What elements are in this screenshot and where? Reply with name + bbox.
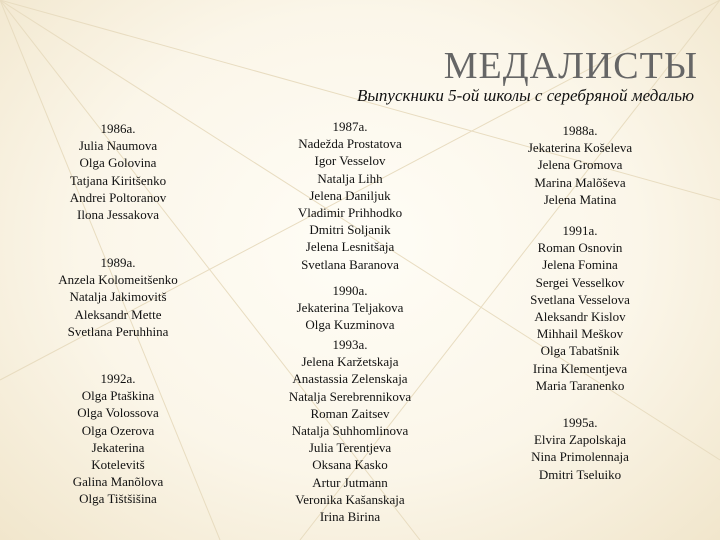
medalist-name: Kotelevitš <box>91 457 145 473</box>
slide-title: МЕДАЛИСТЫ <box>443 45 698 87</box>
medalist-name: Olga Golovina <box>79 155 157 171</box>
medalist-name: Andrei Poltoranov <box>69 189 167 205</box>
medalist-name: Oksana Kasko <box>312 457 388 473</box>
medalist-name: Veronika Kašanskaja <box>295 491 405 507</box>
medalist-name: Artur Jutmann <box>312 474 388 490</box>
medalist-name: Natalja Jakimovitš <box>69 289 167 305</box>
group-1990 <box>250 282 450 334</box>
medalist-name: Roman Zaitsev <box>310 405 390 421</box>
medalist-name: Ilona Jessakova <box>77 207 159 223</box>
group-1987 <box>250 118 450 273</box>
group-year: 1990a. <box>332 283 368 298</box>
medalist-name: Jekaterina Teljakova <box>296 300 404 316</box>
medalist-name: Irina Birina <box>319 509 381 525</box>
medalist-name: Aleksandr Mette <box>74 306 162 322</box>
medalist-name: Natalja Lihh <box>317 170 383 186</box>
group-year: 1991a. <box>562 223 598 238</box>
group-year: 1992a. <box>100 371 136 386</box>
medalist-name: Aleksandr Kislov <box>534 309 626 325</box>
medalist-name: Marina Malõševa <box>534 174 626 190</box>
group-year: 1995a. <box>562 415 598 430</box>
medalist-name: Svetlana Peruhhina <box>67 323 169 339</box>
medalist-name: Svetlana Vesselova <box>530 291 630 307</box>
group-1995 <box>480 414 680 483</box>
medalist-name: Nina Primolennaja <box>531 449 629 465</box>
medalist-name: Natalja Suhhomlinova <box>291 423 409 439</box>
group-1988 <box>480 122 680 208</box>
medalist-name: Irina Klementjeva <box>532 360 628 376</box>
medalist-name: Jelena Gromova <box>537 157 623 173</box>
medalist-name: Julia Naumova <box>78 138 158 154</box>
group-1992 <box>18 370 218 508</box>
group-year: 1987a. <box>332 119 368 134</box>
medalist-name: Anastassia Zelenskaja <box>292 371 408 387</box>
group-1989 <box>18 254 218 340</box>
medalist-name: Jelena Daniljuk <box>309 187 391 203</box>
group-year: 1993a. <box>332 337 368 352</box>
slide-subtitle: Выпускники 5-ой школы с серебряной медалью <box>357 86 694 105</box>
medalist-name: Olga Kuzminova <box>305 317 395 333</box>
group-year: 1988a. <box>562 123 598 138</box>
medalist-name: Natalja Serebrennikova <box>288 388 412 404</box>
medalist-name: Olga Tabatšnik <box>540 343 620 359</box>
medalist-name: Mihhail Meškov <box>536 326 624 342</box>
medalist-name: Vladimir Prihhodko <box>297 205 403 221</box>
medalist-name: Tatjana Kiritšenko <box>69 172 167 188</box>
medalist-name: Elvira Zapolskaja <box>533 432 627 448</box>
group-year: 1989a. <box>100 255 136 270</box>
medalist-name: Roman Osnovin <box>537 240 623 256</box>
medalist-name: Julia Terentjeva <box>308 440 392 456</box>
medalist-name: Igor Vesselov <box>314 153 386 169</box>
medalist-name: Olga Volossova <box>77 405 159 421</box>
medalist-name: Jelena Lesnitšaja <box>305 239 395 255</box>
medalist-name: Jelena Matina <box>543 191 617 207</box>
medalist-name: Dmitri Soljanik <box>309 222 391 238</box>
group-1986 <box>18 120 218 223</box>
medalist-name: Jekaterina <box>91 439 145 455</box>
group-year: 1986a. <box>100 121 136 136</box>
group-1991 <box>480 222 680 394</box>
medalist-name: Anzela Kolomeitšenko <box>58 272 178 288</box>
medalist-name: Dmitri Tseluiko <box>538 466 622 482</box>
medalist-name: Svetlana Baranova <box>301 256 399 272</box>
medalist-name: Olga Ozerova <box>81 422 155 438</box>
group-1993 <box>250 336 450 525</box>
medalist-name: Galina Manõlova <box>72 474 164 490</box>
medalist-name: Maria Taranenko <box>535 377 625 393</box>
medalist-name: Jekaterina Košeleva <box>527 140 633 156</box>
medalist-name: Sergei Vesselkov <box>535 274 625 290</box>
medalist-name: Olga Ptaškina <box>81 388 155 404</box>
medalist-name: Olga Tištšišina <box>79 491 157 507</box>
medalist-name: Jelena Fomina <box>542 257 618 273</box>
medalist-name: Nadežda Prostatova <box>298 136 402 152</box>
medalist-name: Jelena Karžetskaja <box>301 354 399 370</box>
